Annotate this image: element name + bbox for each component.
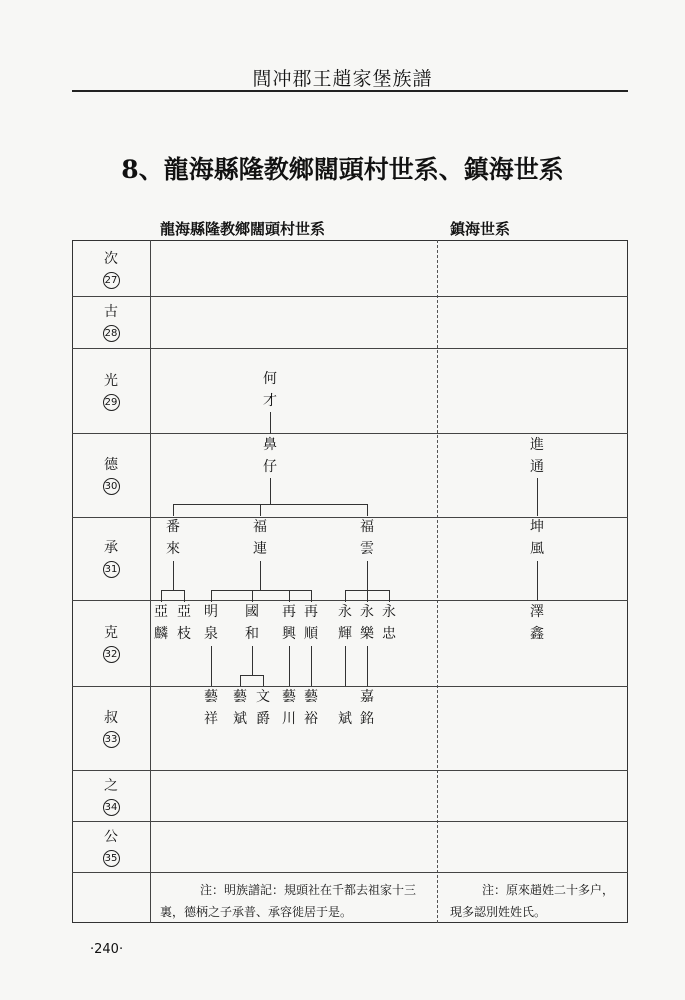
page-title: 8、龍海縣隆教鄉闊頭村世系、鎮海世系 [121, 155, 564, 184]
person-name: 永忠 [382, 604, 396, 642]
person-name: 永樂 [360, 604, 374, 642]
row-divider [72, 821, 628, 822]
lineage-line [260, 504, 261, 516]
person-name: 福連 [253, 519, 267, 557]
person-name: 嘉銘 [360, 689, 374, 727]
lineage-line [173, 561, 174, 591]
lineage-line [260, 561, 261, 591]
person-name: 坤風 [530, 519, 544, 557]
lineage-line [263, 675, 264, 686]
person-name: 文爵 [256, 689, 270, 727]
generation-label: 承 31 [72, 538, 150, 578]
person-name: 澤鑫 [530, 604, 544, 642]
lineage-line [173, 504, 368, 505]
generation-label: 克 32 [72, 623, 150, 663]
row-divider [72, 686, 628, 687]
row-divider [72, 872, 628, 873]
person-name: 永輝 [338, 604, 352, 642]
note-right: 注：原來趙姓二十多户，現多認別姓姓氏。 [450, 883, 615, 919]
row-divider [72, 770, 628, 771]
generation-label: 古 28 [72, 302, 150, 342]
book-header: 閭冲郡王趙家堡族譜 [252, 68, 433, 90]
note-left: 注：明族譜記：規頭社在千都去祖家十三裏，德柄之子承普、承容徙居于是。 [160, 883, 417, 919]
lineage-line [537, 478, 538, 516]
person-name: 何才 [263, 371, 277, 409]
person-name: 藝祥 [204, 689, 218, 727]
generation-label: 叔 33 [72, 708, 150, 748]
lineage-line [240, 675, 241, 686]
lineage-line [270, 478, 271, 504]
person-name: 番來 [166, 519, 180, 557]
generation-label: 之 34 [72, 776, 150, 816]
person-name: 藝川 [282, 689, 296, 727]
lineage-line [345, 646, 346, 686]
person-name: 明泉 [204, 604, 218, 642]
lineage-line [161, 590, 185, 591]
person-name: 進通 [530, 437, 544, 475]
person-name: 亞麟 [154, 604, 168, 642]
generation-label: 光 29 [72, 371, 150, 411]
generation-label: 德 30 [72, 455, 150, 495]
generation-label: 次 27 [72, 249, 150, 289]
lineage-line [211, 590, 312, 591]
generation-label: 公 35 [72, 827, 150, 867]
lineage-line [252, 646, 253, 676]
page-number: ·240· [90, 942, 124, 957]
header-rule [72, 90, 628, 92]
lineage-line [311, 646, 312, 686]
person-name: 亞枝 [177, 604, 191, 642]
lineage-line [537, 561, 538, 601]
lineage-line [211, 646, 212, 686]
column-heading-left: 龍海縣隆教鄉闊頭村世系 [160, 220, 326, 238]
lineage-line [270, 412, 271, 434]
person-name: 再興 [282, 604, 296, 642]
person-name: 藝斌 [233, 689, 247, 727]
person-name: 斌 [338, 711, 352, 727]
row-divider [72, 296, 628, 297]
lineage-line [367, 646, 368, 686]
column-heading-right: 鎮海世系 [450, 220, 511, 238]
lineage-line [240, 675, 264, 676]
lineage-line [289, 646, 290, 686]
person-name: 福雲 [360, 519, 374, 557]
lineage-line [173, 504, 174, 516]
row-divider [72, 348, 628, 349]
person-name: 鼻仔 [263, 437, 277, 475]
person-name: 國和 [245, 604, 259, 642]
lineage-line [367, 504, 368, 516]
lineage-line [367, 561, 368, 591]
person-name: 再順 [304, 604, 318, 642]
person-name: 藝裕 [304, 689, 318, 727]
